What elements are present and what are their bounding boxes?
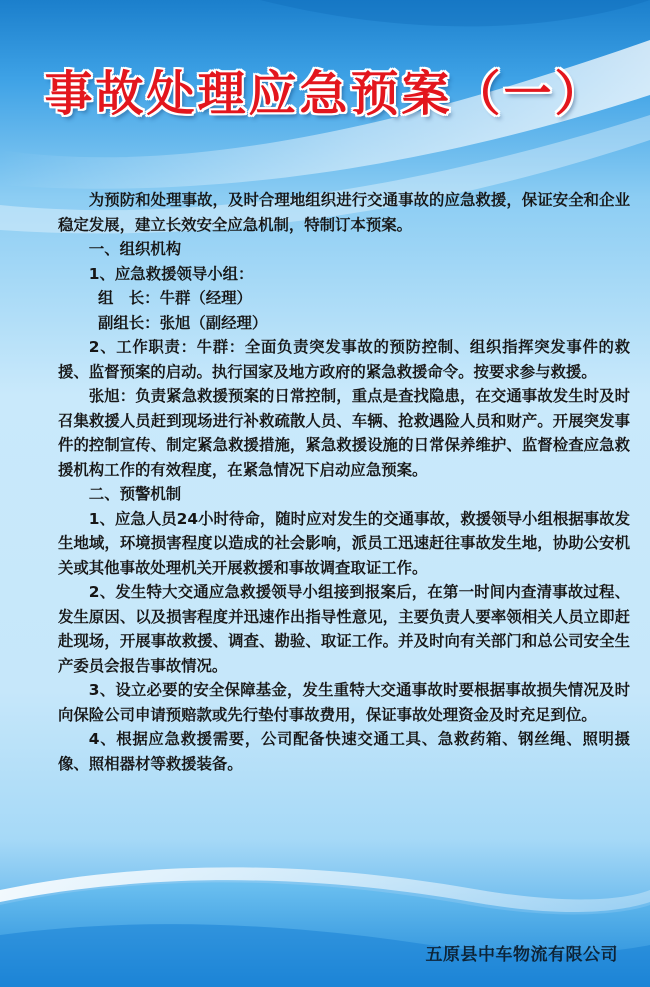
section2-paragraph-1: 1、应急人员24小时待命，随时应对发生的交通事故，救援领导小组根据事故发生地域，环境损害程度以造成的社会影响，派员工迅速赶往事故发生地，协助公安机关或其他事故处理机关开展救援和事故调查取证工作。 bbox=[58, 509, 630, 577]
company-name: 五原县中车物流有限公司 bbox=[425, 945, 618, 965]
deputy-line: 副组长：张旭（副经理） bbox=[98, 313, 268, 332]
section1-item1: 1、应急救援领导小组： bbox=[88, 264, 254, 283]
poster-title: 事故处理应急预案（一） bbox=[44, 66, 606, 122]
section2-paragraph-2: 2、发生特大交通应急救援领导小组接到报案后，在第一时间内查清事故过程、发生原因、以及损害程度并迅速作出指导性意见，主要负责人要率领相关人员立即赶赴现场，开展事故救援、调查、勘验、取证工作。并及时向有关部门和总公司安全生产委员会报告事故情况。 bbox=[58, 583, 630, 675]
section1-heading: 一、组织机构 bbox=[88, 240, 182, 258]
section2-heading: 二、预警机制 bbox=[88, 485, 182, 503]
zhangxu-paragraph: 张旭：负责紧急救援预案的日常控制，重点是查找隐患，在交通事故发生时及时召集救援人员赶到现场进行补救疏散人员、车辆、抢救遇险人员和财产。开展突发事件的控制宣传、制定紧急救援措施，紧急救援设施的日常保养维护、监督检查应急救援机构工作的有效程度，在紧急情况下启动应急预案。 bbox=[58, 387, 630, 479]
section2-paragraph-3: 3、设立必要的安全保障基金，发生重特大交通事故时要根据事故损失情况及时向保险公司申请预赔款或先行垫付事故费用，保证事故处理资金及时充足到位。 bbox=[58, 681, 630, 724]
document-body bbox=[58, 188, 630, 776]
section2-paragraph-4: 4、根据应急救援需要，公司配备快速交通工具、急救药箱、钢丝绳、照明摄像、照相器材等救援装备。 bbox=[58, 730, 630, 773]
duties-paragraph: 2、工作职责：牛群：全面负责突发事故的预防控制、组织指挥突发事件的救援、监督预案的启动。执行国家及地方政府的紧急救援命令。按要求参与救援。 bbox=[58, 338, 630, 381]
leader-line: 组 长：牛群（经理） bbox=[98, 289, 252, 307]
intro-paragraph: 为预防和处理事故，及时合理地组织进行交通事故的应急救援，保证安全和企业稳定发展，建立长效安全应急机制，特制订本预案。 bbox=[58, 191, 630, 234]
